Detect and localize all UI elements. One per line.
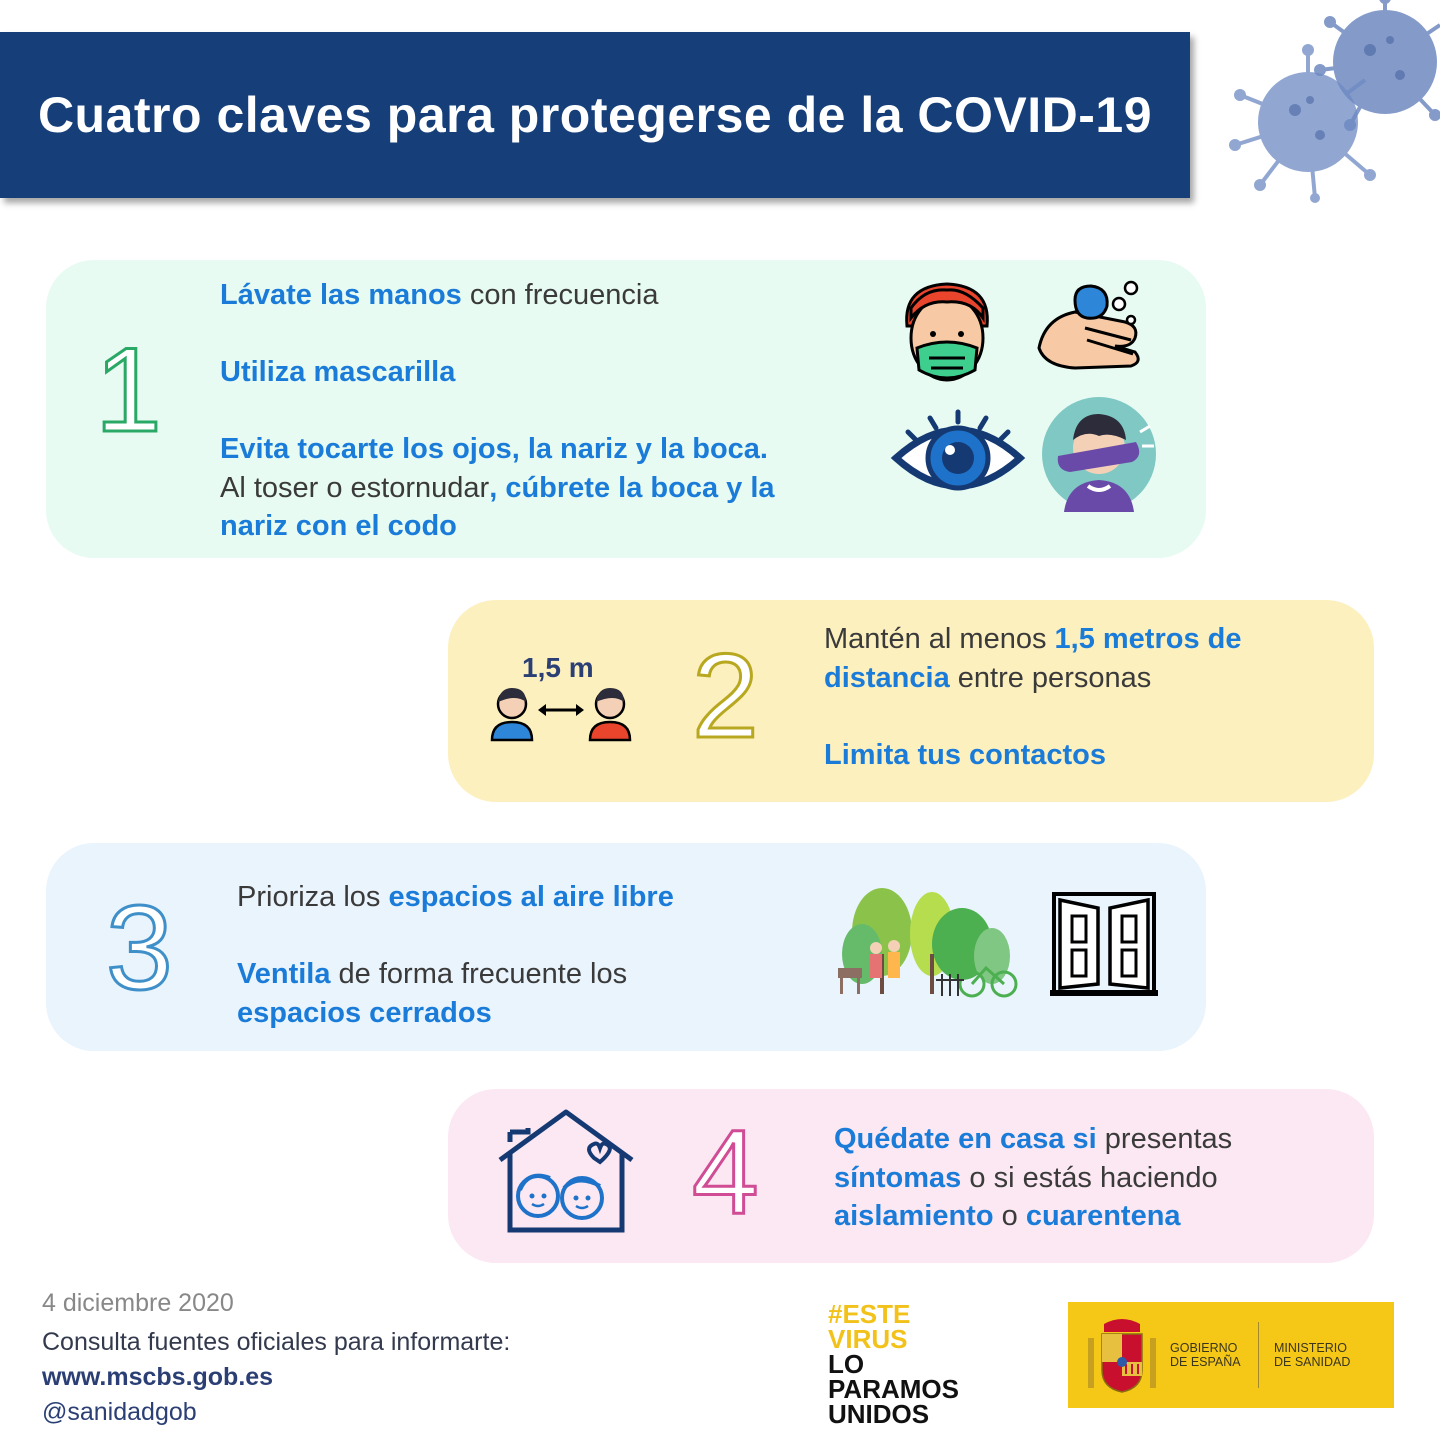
ventilate-rest: de forma frecuente los [330, 958, 628, 990]
slogan-line-2: VIRUS [828, 1324, 908, 1354]
cough-text: Al toser o estornudar [220, 471, 490, 504]
stay-home-icon [494, 1108, 638, 1236]
logo-separator [1258, 1322, 1259, 1388]
campaign-slogan-logo [828, 1299, 959, 1429]
section-1-text [220, 276, 775, 546]
isolation-mid: o [993, 1200, 1026, 1232]
section-3-text [237, 878, 674, 1032]
ministerio-line-2: DE SANIDAD [1274, 1355, 1351, 1369]
prioritize-text: Prioriza los [237, 881, 389, 913]
publication-date: 4 diciembre 2020 [42, 1289, 234, 1317]
hand-washing-icon [1035, 278, 1145, 374]
slogan-line-5: UNIDOS [828, 1399, 930, 1429]
quarantine-bold: cuarentena [1025, 1200, 1181, 1232]
face-mask-icon [895, 278, 999, 388]
section-number-2: 2 [692, 629, 759, 763]
coronavirus-decoration-icon [1220, 0, 1440, 210]
closed-spaces-bold: espacios cerrados [237, 996, 492, 1029]
limit-contacts-bold: Limita tus contactos [824, 738, 1106, 771]
section-number-4: 4 [692, 1105, 759, 1239]
open-window-icon [1048, 890, 1160, 1000]
consult-text: Consulta fuentes oficiales para informarte: [42, 1328, 511, 1356]
footer [42, 1286, 510, 1430]
distance-text: Mantén al menos [824, 623, 1055, 655]
symptoms-rest: o si estás haciendo [961, 1161, 1218, 1194]
elbow-bold: nariz con el codo [220, 510, 457, 542]
ventilate-bold: Ventila [237, 958, 331, 990]
gobierno-label [1170, 1341, 1250, 1369]
slogan-line-4: PARAMOS [828, 1374, 959, 1404]
stay-home-rest: presentas [1096, 1123, 1233, 1155]
section-number-3: 3 [106, 881, 173, 1015]
stay-home-bold: Quédate en casa si [834, 1123, 1097, 1155]
government-logo [1068, 1302, 1394, 1408]
title-banner [0, 32, 1190, 198]
gobierno-line-1: GOBIERNO [1170, 1341, 1238, 1355]
coat-of-arms-icon [1084, 1314, 1160, 1396]
isolation-bold: aislamiento [834, 1200, 994, 1232]
outdoors-bold: espacios al aire libre [388, 881, 674, 913]
distance-people-icon [488, 684, 634, 742]
cover-bold: cúbrete la boca y la [505, 471, 775, 504]
cough-comma: , [489, 471, 506, 504]
twitter-handle[interactable]: @sanidadgob [42, 1398, 197, 1426]
handwash-rest: con frecuencia [461, 279, 659, 311]
gobierno-line-2: DE ESPAÑA [1170, 1355, 1241, 1369]
slogan-line-3: LO [828, 1349, 865, 1379]
distancia-bold: distancia [824, 661, 950, 694]
section-4-text [834, 1120, 1232, 1236]
avoid-touch-bold: Evita tocarte los ojos, la nariz y la boca. [220, 433, 768, 465]
eye-icon [890, 408, 1026, 504]
mask-bold: Utiliza mascarilla [220, 356, 456, 388]
handwash-bold: Lávate las manos [220, 279, 462, 311]
symptoms-bold: síntomas [834, 1161, 962, 1194]
distance-label: 1,5 m [522, 652, 594, 683]
park-outdoors-icon [832, 884, 1018, 1000]
section-number-1: 1 [95, 323, 162, 457]
slogan-line-1: #ESTE [828, 1299, 911, 1329]
ministerio-label [1274, 1341, 1374, 1369]
website-link[interactable]: www.mscbs.gob.es [42, 1363, 274, 1391]
ministerio-line-1: MINISTERIO [1274, 1341, 1347, 1355]
elbow-cough-icon [1040, 396, 1158, 512]
section-2-text [824, 620, 1242, 774]
page-title: Cuatro claves para protegerse de la COVID-19 [37, 87, 1153, 143]
distance-rest: entre personas [949, 661, 1152, 694]
distance-bold: 1,5 metros de [1054, 623, 1242, 655]
